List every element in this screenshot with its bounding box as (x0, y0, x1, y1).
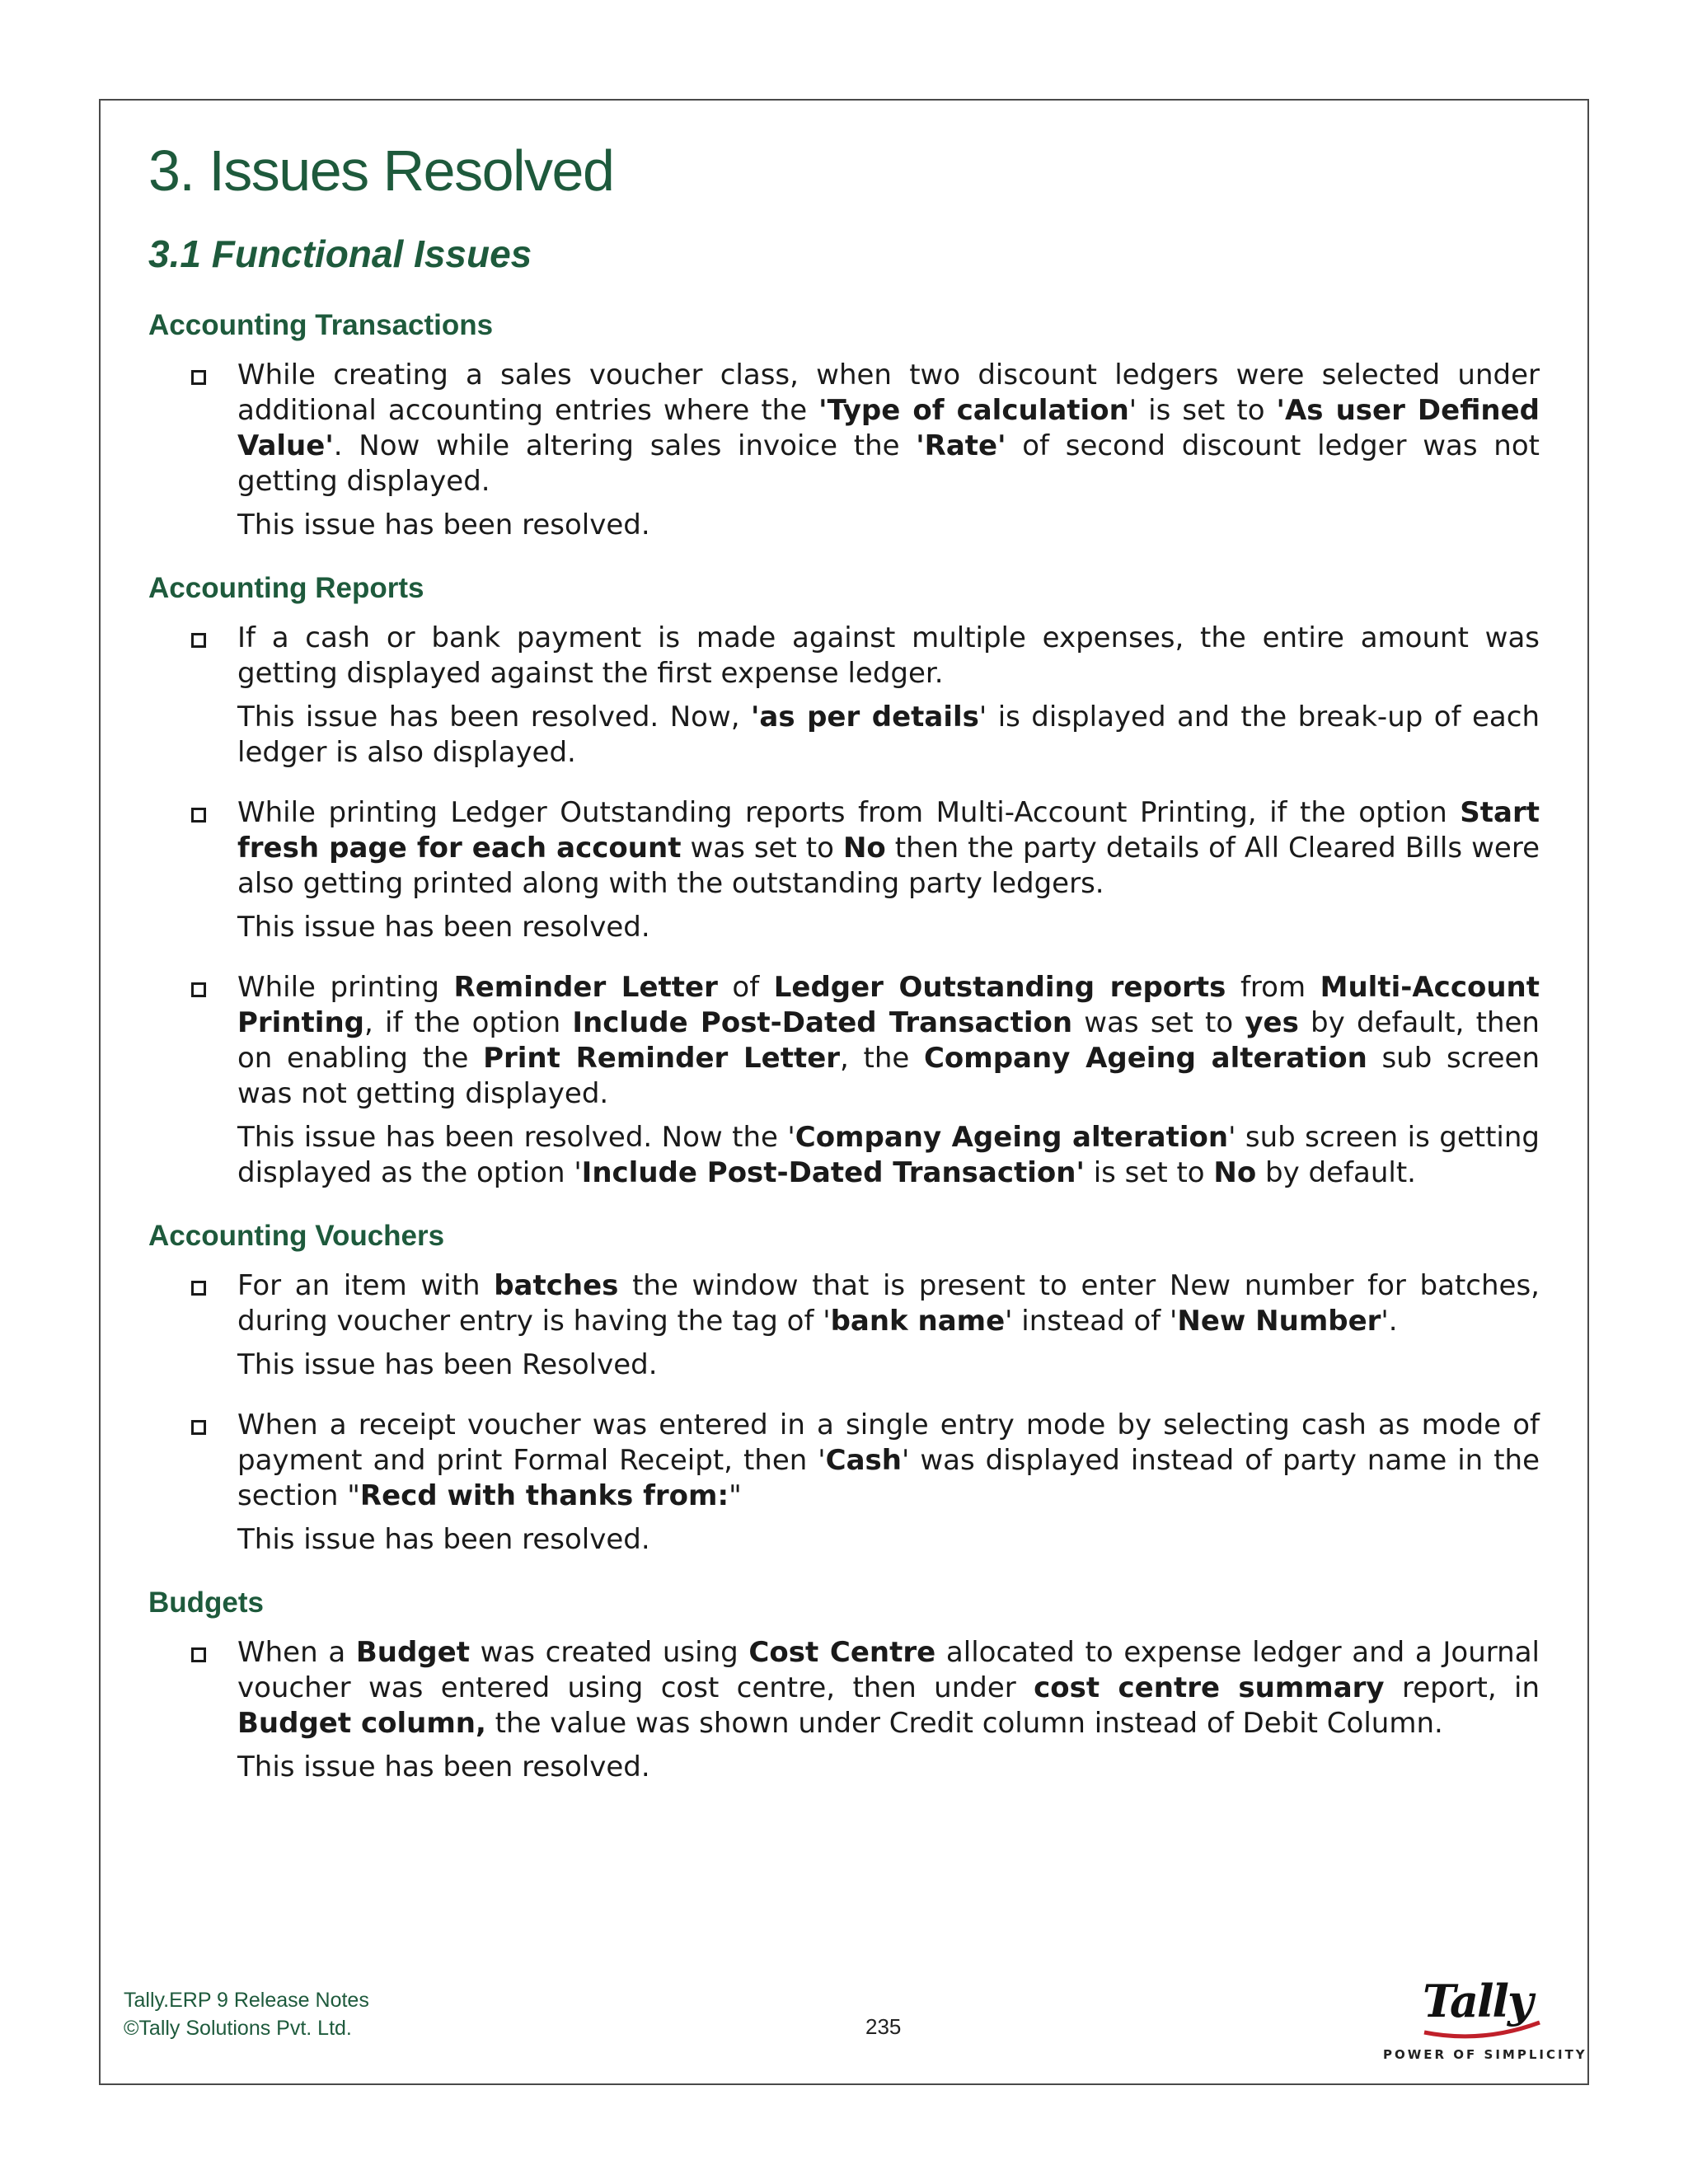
issue-item (148, 970, 1540, 1191)
issue-list (148, 1268, 1540, 1558)
footer-left (124, 1986, 369, 2042)
issue-description (237, 621, 1540, 691)
text-run: ' instead of ' (1005, 1305, 1178, 1338)
bold-text: Cost Centre (748, 1636, 936, 1669)
text-run: This issue has been resolved. (237, 1523, 650, 1556)
bold-text: Budget (355, 1636, 470, 1669)
page-content (148, 132, 1540, 1810)
bold-text: Company Ageing alteration (795, 1121, 1229, 1154)
text-run: ' is displayed and the break-up of each ledger is also displayed. (237, 701, 1540, 769)
issue-resolution (237, 1347, 1540, 1383)
bold-text: Start fresh page for each account (237, 796, 1540, 865)
text-run: , the (840, 1042, 924, 1075)
text-run: This issue has been Resolved. (237, 1348, 658, 1381)
text-run: the window that is present to enter New number for batches, during voucher entry is having the tag of ' (237, 1269, 1540, 1338)
issue-list (148, 621, 1540, 1191)
bold-text: Print Reminder Letter (483, 1042, 841, 1075)
issue-list (148, 358, 1540, 543)
square-bullet-icon (191, 1281, 206, 1296)
text-run: ' is set to (1128, 394, 1277, 427)
text-run: of (717, 971, 774, 1004)
bold-text: batches (494, 1269, 619, 1302)
text-run: from (1226, 971, 1320, 1004)
text-run: ' sub screen is getting displayed as the option ' (237, 1121, 1540, 1189)
text-run: " (729, 1479, 742, 1512)
issue-description (237, 358, 1540, 499)
issue-description (237, 1635, 1540, 1741)
category-heading: Budgets (148, 1586, 264, 1619)
issue-item (148, 621, 1540, 771)
page-number: 235 (865, 2014, 902, 2039)
issue-resolution (237, 910, 1540, 945)
text-run: . Now while altering sales invoice the (333, 429, 917, 462)
bold-text: Company Ageing alteration (923, 1042, 1367, 1075)
text-run: While printing (237, 971, 454, 1004)
tally-logo (1375, 1975, 1587, 2067)
issue-description (237, 970, 1540, 1112)
text-run: This issue has been resolved. (237, 509, 650, 541)
square-bullet-icon (191, 370, 206, 385)
logo-swoosh-icon (1375, 1975, 1573, 2049)
category-heading: Accounting Transactions (148, 309, 494, 341)
page-title: 3. Issues Resolved (148, 138, 614, 203)
category-heading: Accounting Vouchers (148, 1220, 445, 1252)
text-run: report, in (1384, 1671, 1540, 1704)
issue-sections (148, 305, 1540, 1785)
square-bullet-icon (191, 982, 206, 997)
issue-item (148, 358, 1540, 543)
issue-item (148, 795, 1540, 945)
issue-resolution (237, 1750, 1540, 1785)
text-run: When a receipt voucher was entered in a single entry mode by selecting cash as mode of payment and print Formal Receipt, then ' (237, 1408, 1540, 1477)
bold-text: Multi-Account Printing (237, 971, 1540, 1039)
bold-text: New Number (1177, 1305, 1381, 1338)
issue-description (237, 795, 1540, 902)
bold-text: bank name (830, 1305, 1006, 1338)
bold-text: Recd with thanks from: (359, 1479, 729, 1512)
text-run: This issue has been resolved. (237, 911, 650, 944)
square-bullet-icon (191, 633, 206, 648)
text-run: the value was shown under Credit column instead of Debit Column. (485, 1707, 1443, 1740)
bold-text: yes (1245, 1006, 1299, 1039)
bold-text: Include Post-Dated Transaction' (581, 1156, 1085, 1189)
bold-text: Include Post-Dated Transaction (572, 1006, 1073, 1039)
text-run: was created using (469, 1636, 749, 1669)
square-bullet-icon (191, 808, 206, 823)
bold-text: 'Rate' (916, 429, 1006, 462)
text-run: , if the option (364, 1006, 573, 1039)
text-run: For an item with (237, 1269, 495, 1302)
bold-text: Ledger Outstanding reports (773, 971, 1226, 1004)
text-run: by default, then on enabling the (237, 1006, 1540, 1075)
issue-description (237, 1268, 1540, 1339)
square-bullet-icon (191, 1647, 206, 1662)
bold-text: No (842, 832, 886, 865)
footer-product-line: Tally.ERP 9 Release Notes (124, 1989, 369, 2012)
logo-wordmark: Tally (1423, 1975, 1532, 2027)
text-run: was set to (681, 832, 843, 865)
section-subtitle: 3.1 Functional Issues (148, 232, 532, 275)
square-bullet-icon (191, 1420, 206, 1435)
issue-item (148, 1268, 1540, 1383)
bold-text: Reminder Letter (453, 971, 718, 1004)
text-run: allocated to expense ledger and a Journal voucher was entered using cost centre, then under (237, 1636, 1540, 1704)
logo-tagline: POWER OF SIMPLICITY (1383, 2047, 1587, 2062)
category-heading: Accounting Reports (148, 572, 424, 604)
issue-description (237, 1408, 1540, 1514)
text-run: is set to (1084, 1156, 1214, 1189)
issue-resolution (237, 1522, 1540, 1558)
issue-resolution (237, 508, 1540, 543)
text-run: If a cash or bank payment is made against multiple expenses, the entire amount was getting displayed against the first expense ledger. (237, 621, 1540, 690)
text-run: ' was displayed instead of party name in the section " (237, 1444, 1540, 1512)
text-run: sub screen was not getting displayed. (237, 1042, 1540, 1110)
bold-text: 'as per details (751, 701, 979, 733)
text-run: of second discount ledger was not getting displayed. (237, 429, 1540, 498)
bold-text: Budget column, (237, 1707, 486, 1740)
bold-text: 'As user Defined Value' (237, 394, 1540, 462)
bold-text: Cash (825, 1444, 902, 1477)
footer-copyright-line: ©Tally Solutions Pvt. Ltd. (124, 2017, 352, 2040)
text-run: This issue has been resolved. (237, 1750, 650, 1783)
bold-text: 'Type of calculation (818, 394, 1129, 427)
text-run: by default. (1256, 1156, 1416, 1189)
text-run: This issue has been resolved. Now the ' (237, 1121, 795, 1154)
text-run: was set to (1072, 1006, 1245, 1039)
issue-resolution (237, 700, 1540, 771)
text-run: While printing Ledger Outstanding reports from Multi-Account Printing, if the option (237, 796, 1461, 829)
issue-item (148, 1635, 1540, 1785)
text-run: When a (237, 1636, 356, 1669)
text-run: then the party details of All Cleared Bills were also getting printed along with the outstanding party ledgers. (237, 832, 1540, 900)
text-run: This issue has been resolved. Now, (237, 701, 752, 733)
text-run: '. (1381, 1305, 1398, 1338)
issue-item (148, 1408, 1540, 1558)
bold-text: cost centre summary (1034, 1671, 1385, 1704)
text-run: While creating a sales voucher class, when two discount ledgers were selected under additional accounting entries where the (237, 359, 1540, 427)
bold-text: No (1213, 1156, 1257, 1189)
issue-resolution (237, 1120, 1540, 1191)
issue-list (148, 1635, 1540, 1785)
